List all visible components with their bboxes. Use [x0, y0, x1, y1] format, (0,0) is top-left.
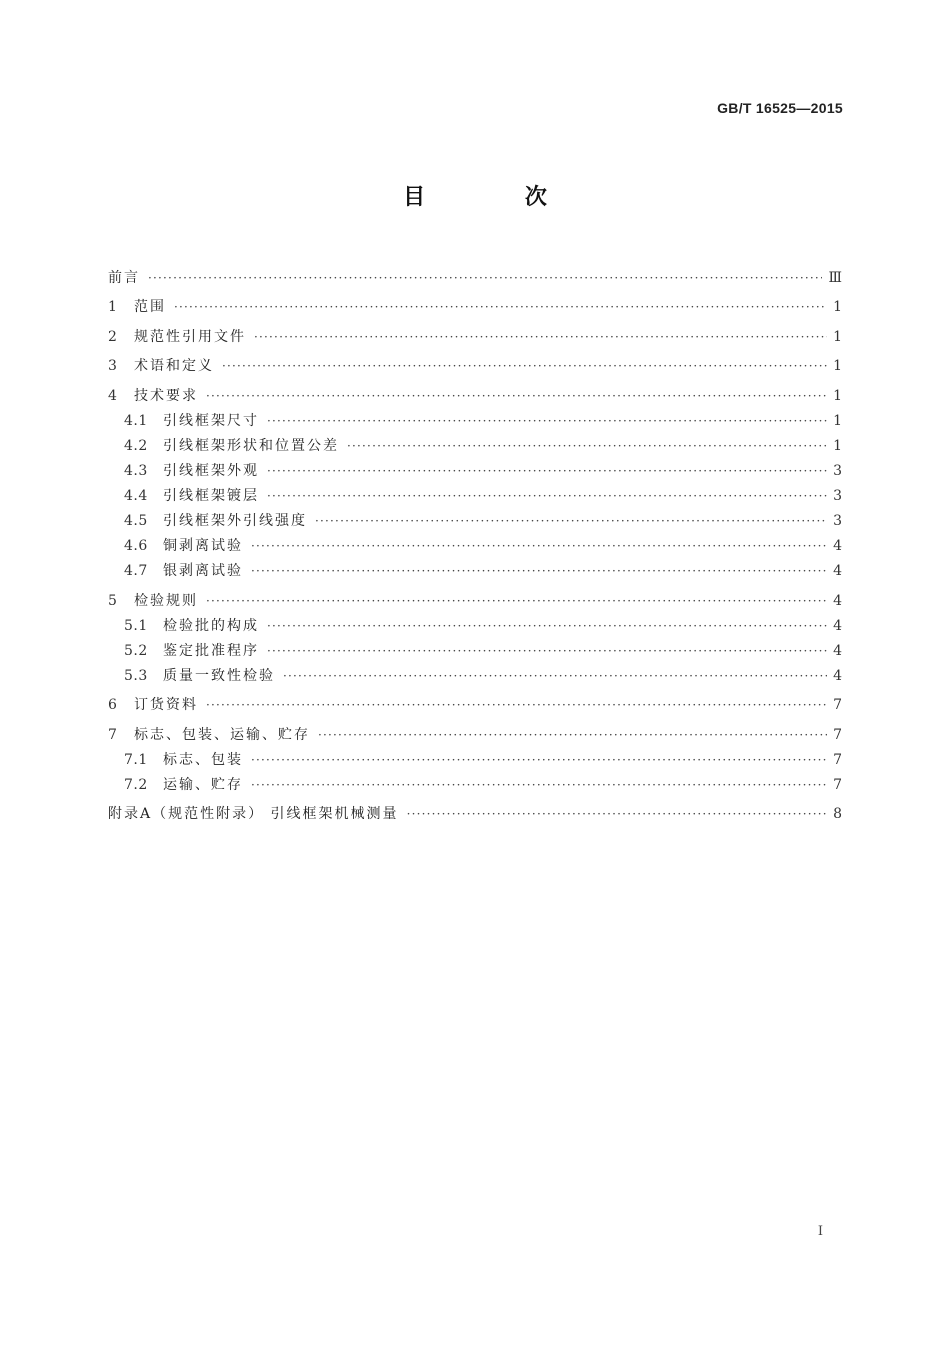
toc-dot-leader: [254, 327, 827, 347]
toc-entry-label: 标志、包装、运输、贮存: [134, 726, 310, 743]
toc-entry-label: 银剥离试验: [163, 562, 243, 579]
toc-entry-number: 5.1: [124, 617, 148, 634]
toc-entry[interactable]: [108, 288, 842, 318]
toc-entry[interactable]: [108, 795, 842, 825]
toc-entry-number: 4.3: [124, 462, 148, 479]
toc-entry-page: 7: [833, 697, 842, 714]
toc-entry-number: 5.3: [124, 667, 148, 684]
table-of-contents: [108, 258, 842, 824]
toc-dot-leader: [206, 591, 827, 611]
toc-entry[interactable]: [108, 556, 842, 581]
toc-entry-label: 标志、包装: [163, 751, 243, 768]
toc-entry-number: 4.1: [124, 412, 148, 429]
toc-dot-leader: [267, 616, 827, 636]
toc-entry-number: 4.7: [124, 562, 148, 579]
toc-dot-leader: [407, 804, 828, 824]
toc-entry-label: 范围: [134, 299, 166, 316]
toc-dot-leader: [267, 641, 827, 661]
toc-entry-number: 3: [108, 358, 118, 375]
toc-entry-page: 7: [833, 776, 842, 793]
toc-entry[interactable]: [108, 581, 842, 611]
toc-dot-leader: [315, 511, 827, 531]
standard-code: GB/T 16525—2015: [717, 100, 843, 116]
toc-dot-leader: [222, 356, 827, 376]
toc-entry-page: 3: [833, 487, 842, 504]
toc-dot-leader: [318, 725, 827, 745]
toc-entry-page: 1: [833, 387, 842, 404]
toc-dot-leader: [148, 268, 822, 288]
toc-entry-label: 前言: [108, 269, 140, 286]
page-title: 目 次: [403, 185, 593, 210]
toc-entry-label: 引线框架外引线强度: [163, 512, 307, 529]
toc-entry-number: 5.2: [124, 642, 148, 659]
toc-entry-page: 4: [833, 592, 842, 609]
toc-entry-page: 4: [833, 537, 842, 554]
toc-entry-label: 附录A（规范性附录） 引线框架机械测量: [108, 806, 399, 823]
toc-entry-page: 1: [833, 299, 842, 316]
toc-entry-number: 4.5: [124, 512, 148, 529]
toc-entry-page: 8: [833, 806, 842, 823]
toc-dot-leader: [347, 436, 827, 456]
toc-entry[interactable]: [108, 661, 842, 686]
toc-entry[interactable]: [108, 531, 842, 556]
toc-entry-page: 4: [833, 642, 842, 659]
toc-entry-page: 7: [833, 751, 842, 768]
toc-entry-number: 4: [108, 387, 118, 404]
toc-entry[interactable]: [108, 431, 842, 456]
toc-entry-page: 3: [833, 462, 842, 479]
toc-entry-label: 铜剥离试验: [163, 537, 243, 554]
toc-entry-label: 鉴定批准程序: [163, 642, 259, 659]
toc-entry-label: 规范性引用文件: [134, 328, 246, 345]
toc-entry[interactable]: [108, 406, 842, 431]
toc-entry-label: 引线框架尺寸: [163, 412, 259, 429]
toc-entry-page: 4: [833, 667, 842, 684]
toc-dot-leader: [267, 486, 827, 506]
toc-entry-page: 7: [833, 726, 842, 743]
toc-entry-page: 1: [833, 358, 842, 375]
toc-entry[interactable]: [108, 506, 842, 531]
toc-dot-leader: [251, 775, 827, 795]
toc-entry-page: 1: [833, 412, 842, 429]
toc-entry-number: 4.4: [124, 487, 148, 504]
toc-entry-label: 术语和定义: [134, 358, 214, 375]
toc-entry-label: 技术要求: [134, 387, 198, 404]
toc-dot-leader: [267, 461, 827, 481]
toc-entry-label: 引线框架外观: [163, 462, 259, 479]
toc-dot-leader: [267, 411, 827, 431]
toc-entry[interactable]: [108, 317, 842, 347]
toc-dot-leader: [174, 297, 827, 317]
toc-entry-number: 1: [108, 299, 118, 316]
toc-dot-leader: [206, 695, 827, 715]
toc-entry[interactable]: [108, 481, 842, 506]
toc-entry-page: 4: [833, 617, 842, 634]
toc-entry-page: 1: [833, 328, 842, 345]
toc-entry[interactable]: [108, 258, 842, 288]
toc-entry[interactable]: [108, 347, 842, 377]
toc-entry-number: 4.2: [124, 437, 148, 454]
toc-entry[interactable]: [108, 715, 842, 745]
toc-entry-label: 检验规则: [134, 592, 198, 609]
toc-entry-label: 运输、贮存: [163, 776, 243, 793]
toc-entry-page: 3: [833, 512, 842, 529]
toc-entry[interactable]: [108, 686, 842, 716]
toc-dot-leader: [206, 386, 827, 406]
toc-dot-leader: [251, 561, 827, 581]
toc-entry[interactable]: [108, 636, 842, 661]
toc-entry[interactable]: [108, 770, 842, 795]
toc-entry-label: 检验批的构成: [163, 617, 259, 634]
toc-entry-label: 引线框架镀层: [163, 487, 259, 504]
toc-entry-number: 4.6: [124, 537, 148, 554]
toc-entry-page: Ⅲ: [828, 269, 842, 286]
toc-entry-label: 引线框架形状和位置公差: [163, 437, 339, 454]
toc-dot-leader: [283, 666, 827, 686]
toc-entry-page: 4: [833, 562, 842, 579]
toc-entry-number: 6: [108, 697, 118, 714]
toc-entry[interactable]: [108, 456, 842, 481]
toc-dot-leader: [251, 750, 827, 770]
toc-entry-label: 订货资料: [134, 697, 198, 714]
toc-entry-label: 质量一致性检验: [163, 667, 275, 684]
toc-entry-number: 5: [108, 592, 118, 609]
toc-entry-number: 2: [108, 328, 118, 345]
toc-entry-number: 7: [108, 726, 118, 743]
toc-entry-number: 7.1: [124, 751, 148, 768]
toc-entry-page: 1: [833, 437, 842, 454]
toc-dot-leader: [251, 536, 827, 556]
toc-entry[interactable]: [108, 376, 842, 406]
page-number: I: [817, 1224, 823, 1239]
toc-entry-number: 7.2: [124, 776, 148, 793]
toc-entry[interactable]: [108, 745, 842, 770]
toc-entry[interactable]: [108, 611, 842, 636]
